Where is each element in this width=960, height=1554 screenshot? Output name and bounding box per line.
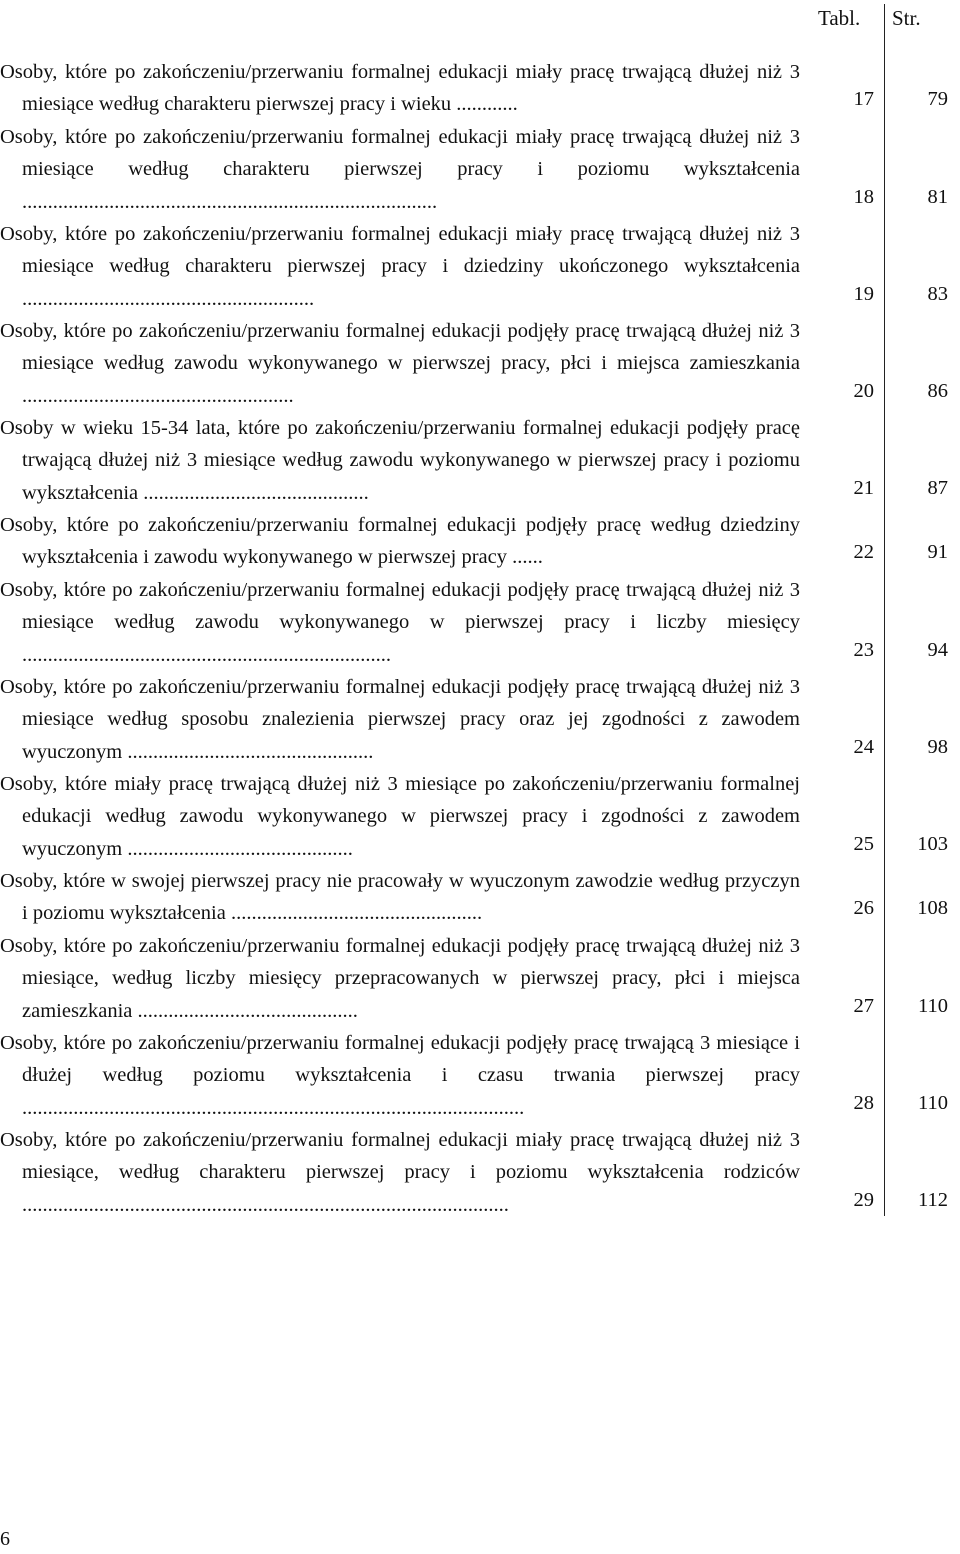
toc-entry-text: Osoby, które po zakończeniu/przerwaniu formalnej edukacji podjęły pracę według dziedziny wykształcenia i zawodu wykonywanego w pierwszej pracy (0, 514, 800, 569)
toc-entry-title (0, 509, 800, 574)
leader-dots: ...... (512, 546, 543, 569)
leader-dots: ............................................ (127, 837, 353, 860)
toc-entry[interactable] (0, 1027, 960, 1124)
page-number-ref: 83 (927, 282, 948, 305)
toc-entry-title (0, 768, 800, 865)
page-number-ref: 98 (927, 735, 948, 758)
table-number: 29 (853, 1188, 874, 1211)
toc-entry-text: Osoby, które po zakończeniu/przerwaniu formalnej edukacji miały pracę trwającą dłużej niż 3 miesiące według charakteru pierwszej pracy i poziomu wykształcenia (0, 126, 800, 181)
page-number-ref: 103 (917, 832, 948, 855)
leader-dots: ............ (456, 93, 518, 116)
leader-dots: .................................................................................................. (22, 1096, 525, 1119)
table-of-contents-list (0, 56, 960, 1221)
toc-entry-title (0, 865, 800, 930)
page-number-ref: 79 (927, 88, 948, 111)
table-number: 23 (853, 638, 874, 661)
toc-entry[interactable] (0, 509, 960, 574)
table-number: 24 (853, 735, 874, 758)
toc-entry-title (0, 574, 800, 671)
toc-entry-title (0, 412, 800, 509)
toc-entry[interactable] (0, 315, 960, 412)
page-number-ref: 110 (918, 1091, 948, 1114)
toc-entry-title (0, 1124, 800, 1221)
toc-entry[interactable] (0, 1124, 960, 1221)
table-number: 27 (853, 994, 874, 1017)
leader-dots: ........................................... (137, 999, 358, 1022)
toc-entry-text: Osoby, które po zakończeniu/przerwaniu formalnej edukacji podjęły pracę trwającą dłużej niż 3 miesiące według zawodu wykonywanego w pierwszej pracy i liczby miesięcy (0, 579, 800, 634)
table-number: 28 (853, 1091, 874, 1114)
toc-entry[interactable] (0, 930, 960, 1027)
table-number: 21 (853, 476, 874, 499)
toc-entry-title (0, 315, 800, 412)
page-number-ref: 87 (927, 476, 948, 499)
column-header (0, 4, 960, 34)
page-number-ref: 110 (918, 994, 948, 1017)
table-number: 22 (853, 541, 874, 564)
toc-entry-title (0, 121, 800, 218)
toc-entry-title (0, 218, 800, 315)
toc-entry[interactable] (0, 121, 960, 218)
page-number-ref: 86 (927, 379, 948, 402)
toc-entry-title (0, 1027, 800, 1124)
header-str: Str. (892, 6, 921, 30)
page-number-ref: 91 (927, 541, 948, 564)
table-number: 26 (853, 897, 874, 920)
toc-entry[interactable] (0, 671, 960, 768)
header-tabl: Tabl. (818, 6, 861, 30)
table-number: 25 (853, 832, 874, 855)
toc-entry[interactable] (0, 56, 960, 121)
toc-entry-text: Osoby, które po zakończeniu/przerwaniu formalnej edukacji podjęły pracę trwającą dłużej niż 3 miesiące, według liczby miesięcy przepracowanych w pierwszej pracy, płci i miejsca zamieszkania (0, 935, 800, 1022)
leader-dots: ......................................................... (22, 287, 315, 310)
leader-dots: ............................................................................................... (22, 1193, 509, 1216)
toc-entry-text: Osoby, które po zakończeniu/przerwaniu formalnej edukacji miały pracę trwającą dłużej niż 3 miesiące według charakteru pierwszej pracy i dziedziny ukończonego wykształcenia (0, 223, 800, 278)
page-number-ref: 112 (918, 1188, 948, 1211)
leader-dots: ..................................................... (22, 384, 294, 407)
leader-dots: ........................................................................ (22, 643, 391, 666)
table-number: 18 (853, 185, 874, 208)
toc-entry[interactable] (0, 412, 960, 509)
toc-entry-text: Osoby, które po zakończeniu/przerwaniu formalnej edukacji podjęły pracę trwającą dłużej niż 3 miesiące według sposobu znalezienia pierwszej pracy oraz jej zgodności z zawodem wyuczonym (0, 676, 800, 763)
toc-entry-text: Osoby, które po zakończeniu/przerwaniu formalnej edukacji miały pracę trwającą dłużej niż 3 miesiące według charakteru pierwszej pracy i wieku (0, 61, 800, 116)
leader-dots: ............................................ (143, 481, 369, 504)
toc-entry[interactable] (0, 865, 960, 930)
leader-dots: ................................................................................. (22, 190, 438, 213)
toc-entry-text: Osoby, które po zakończeniu/przerwaniu formalnej edukacji podjęły pracę trwającą 3 miesiące i dłużej według poziomu wykształcenia i czasu trwania pierwszej pracy (0, 1032, 800, 1087)
toc-entry[interactable] (0, 768, 960, 865)
toc-entry-title (0, 56, 800, 121)
page-number: 6 (0, 1528, 10, 1550)
page-number-ref: 81 (927, 185, 948, 208)
toc-entry-title (0, 930, 800, 1027)
page-number-ref: 94 (927, 638, 948, 661)
table-number: 20 (853, 379, 874, 402)
leader-dots: ................................................. (230, 902, 483, 925)
page-number-ref: 108 (917, 897, 948, 920)
toc-entry-text: Osoby, które po zakończeniu/przerwaniu formalnej edukacji podjęły pracę trwającą dłużej niż 3 miesiące według zawodu wykonywanego w pierwszej pracy, płci i miejsca zamieszkania (0, 320, 800, 375)
table-number: 19 (853, 282, 874, 305)
toc-entry-text: Osoby, które miały pracę trwającą dłużej niż 3 miesiące po zakończeniu/przerwaniu formalnej edukacji według zawodu wykonywanego w pierwszej pracy i zgodności z zawodem wyuczonym (0, 773, 800, 860)
leader-dots: ................................................ (127, 740, 374, 763)
toc-entry-text: Osoby w wieku 15-34 lata, które po zakończeniu/przerwaniu formalnej edukacji podjęły pracę trwającą dłużej niż 3 miesiące według zawodu wykonywanego w pierwszej pracy i poziomu wykształcenia (0, 417, 800, 504)
toc-entry[interactable] (0, 218, 960, 315)
toc-entry-text: Osoby, które po zakończeniu/przerwaniu formalnej edukacji miały pracę trwającą dłużej niż 3 miesiące, według charakteru pierwszej pracy i poziomu wykształcenia rodziców (0, 1129, 800, 1184)
table-number: 17 (853, 88, 874, 111)
toc-entry-title (0, 671, 800, 768)
toc-entry[interactable] (0, 574, 960, 671)
toc-entry-text: Osoby, które w swojej pierwszej pracy nie pracowały w wyuczonym zawodzie według przyczyn i poziomu wykształcenia (0, 870, 800, 925)
